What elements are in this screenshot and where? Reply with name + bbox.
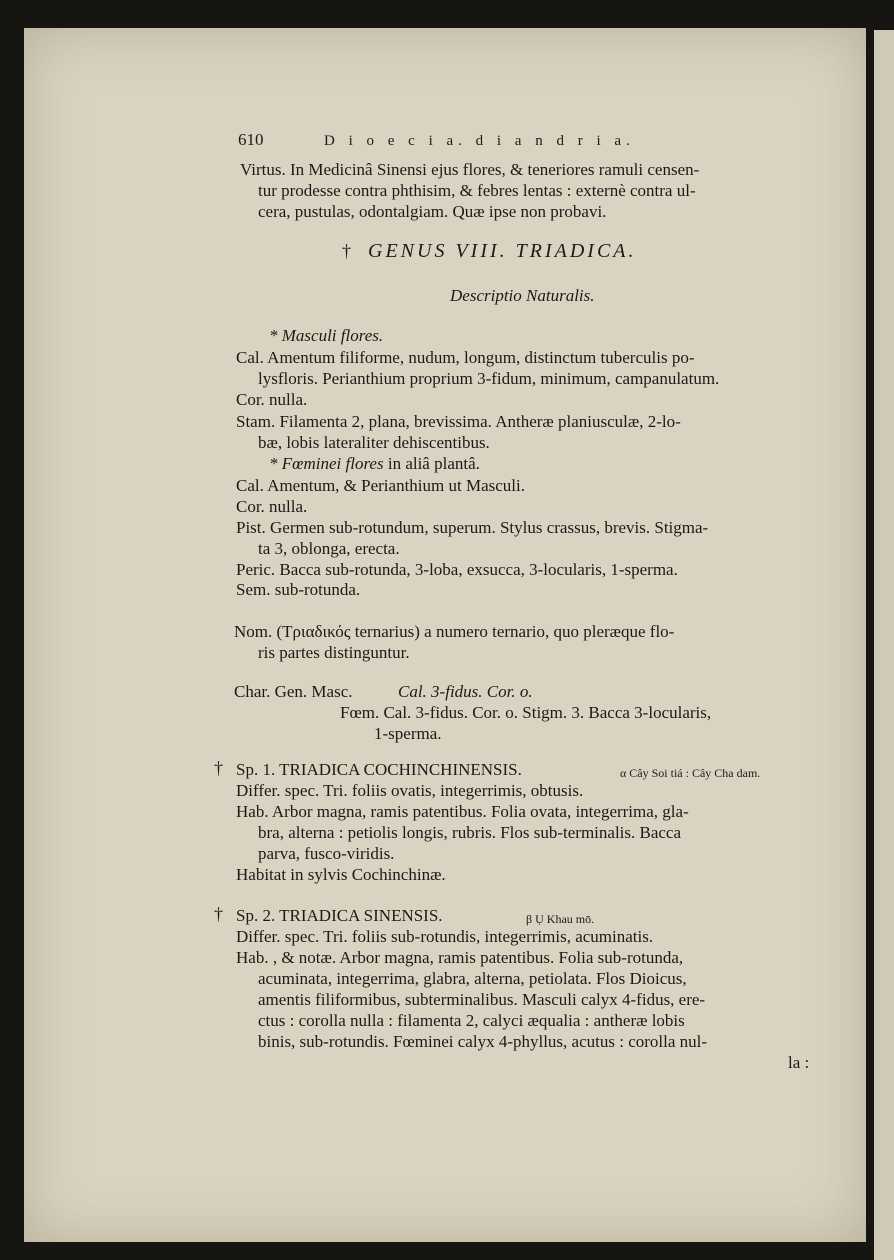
foeminei-line: Cal. Amentum, & Perianthium ut Masculi. bbox=[236, 476, 525, 495]
sp2-line: Hab. , & notæ. Arbor magna, ramis patentibus. Folia sub-rotunda, bbox=[236, 948, 684, 967]
sp2-vernacular: β Ụ Khau mō. bbox=[526, 912, 595, 926]
nom-line: Nom. (Τριαδικός ternarius) a numero ternario, quo pleræque flo- bbox=[234, 622, 675, 641]
sp2-line: binis, sub-rotundis. Fœminei calyx 4-phyllus, acutus : corolla nul- bbox=[258, 1032, 708, 1051]
foeminei-heading-italic: * Fœminei flores bbox=[269, 454, 384, 473]
sp2-title: Sp. 2. TRIADICA SINENSIS. bbox=[236, 906, 443, 925]
book-page bbox=[24, 28, 866, 1242]
running-title: D i o e c i a. d i a n d r i a. bbox=[324, 133, 635, 149]
sp1-line: Differ. spec. Tri. foliis ovatis, integerrimis, obtusis. bbox=[236, 781, 584, 800]
char-foem: Fœm. Cal. 3-fidus. Cor. o. Stigm. 3. Bacca 3-locularis, bbox=[340, 703, 712, 722]
sp1-line: parva, fusco-viridis. bbox=[258, 844, 395, 863]
foeminei-line: ta 3, oblonga, erecta. bbox=[258, 539, 400, 558]
sp2-dagger: † bbox=[214, 904, 223, 924]
masculi-line: Stam. Filamenta 2, plana, brevissima. Antheræ planiusculæ, 2-lo- bbox=[236, 412, 681, 431]
sp2-line: ctus : corolla nulla : filamenta 2, calyci æqualia : antheræ lobis bbox=[258, 1011, 685, 1030]
virtus-line: cera, pustulas, odontalgiam. Quæ ipse non probavi. bbox=[258, 202, 607, 221]
sp1-line: Hab. Arbor magna, ramis patentibus. Folia ovata, integerrima, gla- bbox=[236, 802, 689, 821]
masculi-heading: * Masculi flores. bbox=[269, 326, 384, 345]
sp2-line: Differ. spec. Tri. foliis sub-rotundis, integerrimis, acuminatis. bbox=[236, 927, 654, 946]
next-page-edge bbox=[874, 30, 894, 1260]
sp2-line: amentis filiformibus, subterminalibus. Masculi calyx 4-fidus, ere- bbox=[258, 990, 706, 1009]
masculi-line: lysfloris. Perianthium proprium 3-fidum, minimum, campanulatum. bbox=[258, 369, 720, 388]
sp1-line: Habitat in sylvis Cochinchinæ. bbox=[236, 865, 446, 884]
genus-dagger: † bbox=[342, 241, 351, 261]
sp1-dagger: † bbox=[214, 758, 223, 778]
char-label: Char. Gen. Masc. bbox=[234, 682, 353, 701]
foeminei-line: Cor. nulla. bbox=[236, 497, 308, 516]
char-masc: Cal. 3-fidus. Cor. o. bbox=[398, 682, 533, 701]
masculi-line: Cal. Amentum filiforme, nudum, longum, distinctum tuberculis po- bbox=[236, 348, 695, 367]
nom-line: ris partes distinguntur. bbox=[258, 643, 410, 662]
genus-title: GENUS VIII. TRIADICA. bbox=[368, 240, 637, 262]
foeminei-line: Peric. Bacca sub-rotunda, 3-loba, exsucca, 3-locularis, 1-sperma. bbox=[236, 560, 678, 579]
masculi-line: Cor. nulla. bbox=[236, 390, 308, 409]
sp2-line: acuminata, integerrima, glabra, alterna, petiolata. Flos Dioicus, bbox=[258, 969, 687, 988]
sp1-line: bra, alterna : petiolis longis, rubris. Flos sub-terminalis. Bacca bbox=[258, 823, 682, 842]
foeminei-heading-rest: in aliâ plantâ. bbox=[383, 454, 480, 473]
virtus-line: tur prodesse contra phthisim, & febres lentas : externè contra ul- bbox=[258, 181, 696, 200]
genus-subtitle: Descriptio Naturalis. bbox=[450, 286, 595, 305]
virtus-line: Virtus. In Medicinâ Sinensi ejus flores, & teneriores ramuli censen- bbox=[240, 160, 700, 179]
sp1-vernacular: α Cây Soi tiá : Cây Cha dam. bbox=[620, 766, 761, 780]
page-number: 610 bbox=[238, 130, 264, 149]
sp2-line: la : bbox=[788, 1053, 810, 1072]
foeminei-line: Sem. sub-rotunda. bbox=[236, 580, 361, 599]
foeminei-line: Pist. Germen sub-rotundum, superum. Stylus crassus, brevis. Stigma- bbox=[236, 518, 709, 537]
foeminei-heading bbox=[269, 454, 480, 474]
char-foem-2: 1-sperma. bbox=[374, 724, 442, 743]
sp1-title: Sp. 1. TRIADICA COCHINCHINENSIS. bbox=[236, 760, 522, 779]
masculi-line: bæ, lobis lateraliter dehiscentibus. bbox=[258, 433, 490, 452]
